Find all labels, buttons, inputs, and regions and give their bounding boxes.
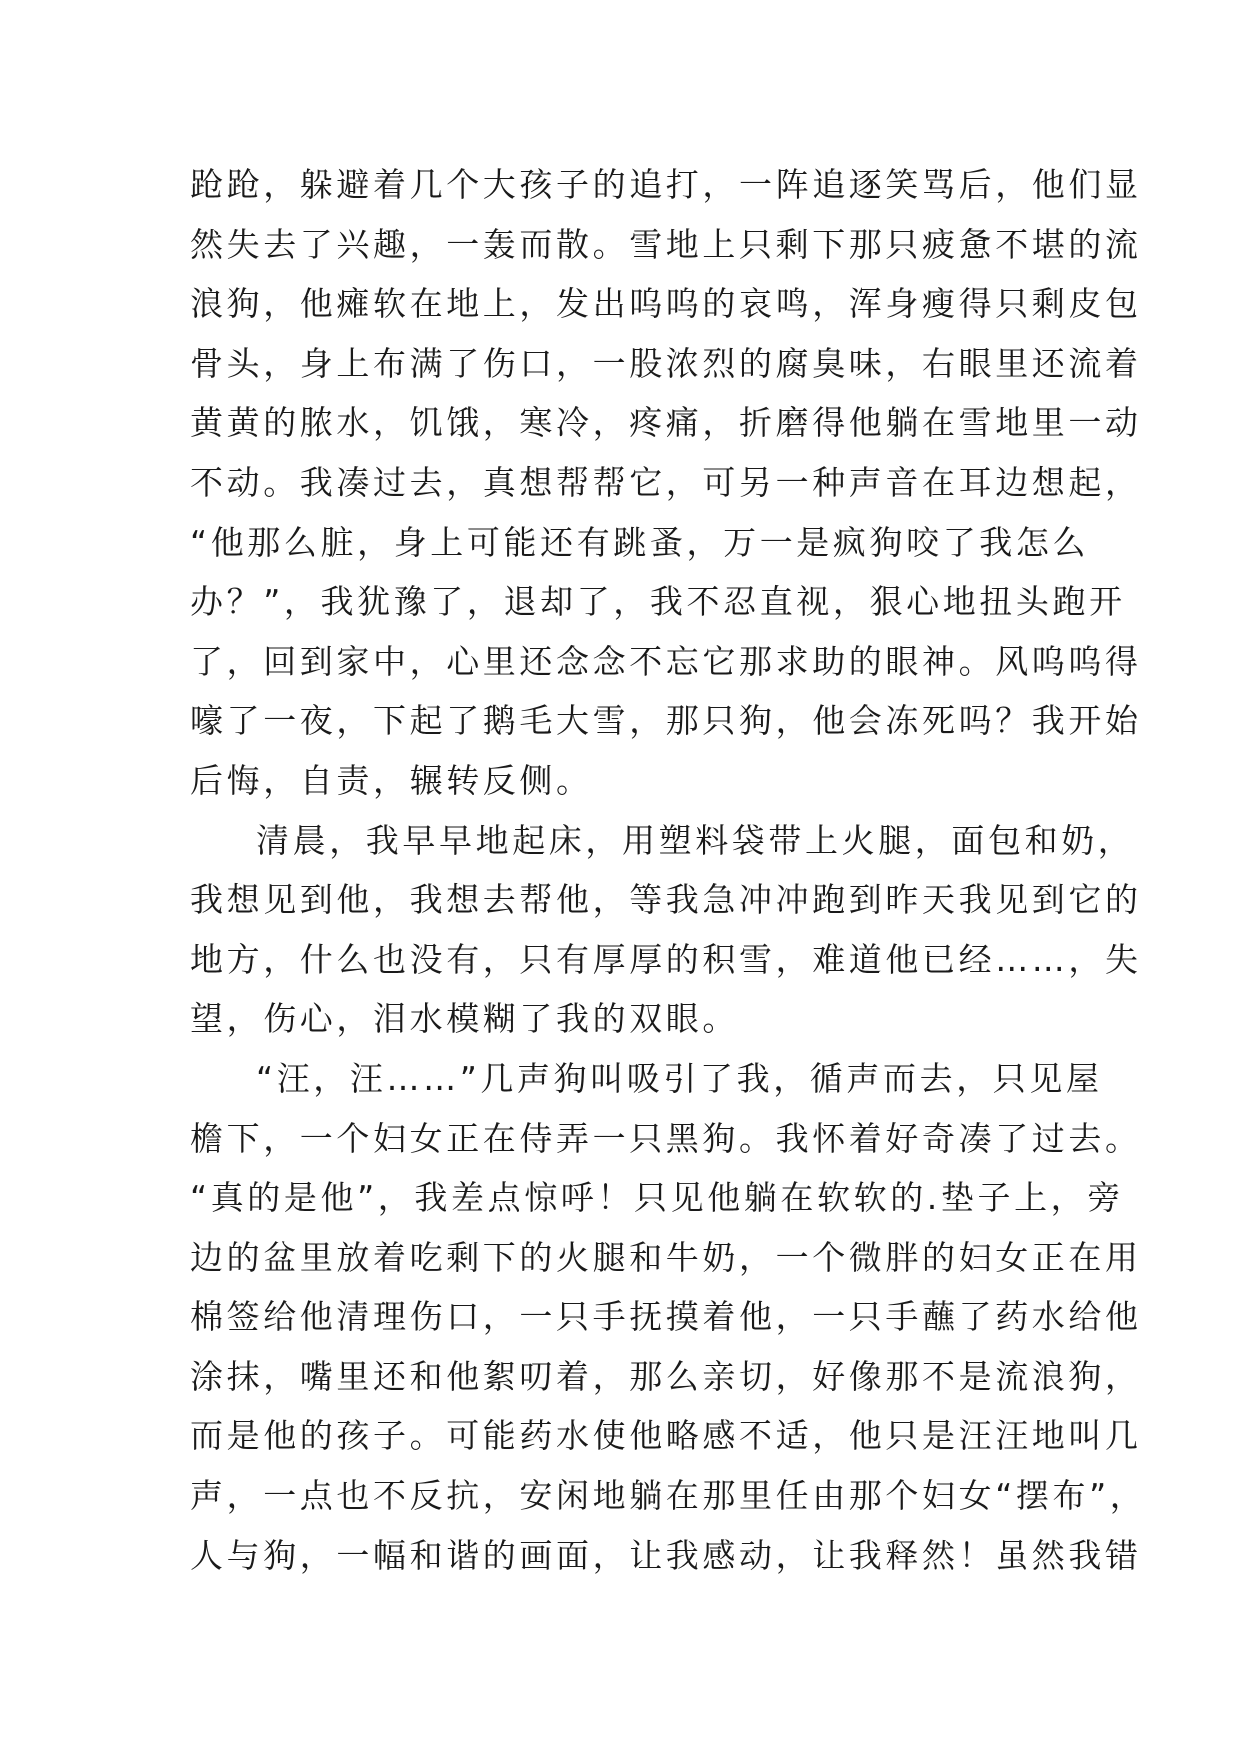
text-line: 后悔，自责，辗转反侧。 <box>190 760 593 800</box>
text-line: 涂抹，嘴里还和他絮叨着，那么亲切，好像那不是流浪狗， <box>190 1356 1142 1396</box>
body-text <box>190 155 1147 1585</box>
text-line: 嚎了一夜，下起了鹅毛大雪，那只狗，他会冻死吗？我开始 <box>190 701 1142 741</box>
text-line: 而是他的孩子。可能药水使他略感不适，他只是汪汪地叫几 <box>190 1416 1142 1456</box>
text-line: 了，回到家中，心里还念念不忘它那求助的眼神。风呜呜得 <box>190 641 1142 681</box>
text-line: 然失去了兴趣，一轰而散。雪地上只剩下那只疲惫不堪的流 <box>190 224 1142 264</box>
text-line: 浪狗，他瘫软在地上，发出呜呜的哀鸣，浑身瘦得只剩皮包 <box>190 284 1142 324</box>
text-line: 棉签给他清理伤口，一只手抚摸着他，一只手蘸了药水给他 <box>190 1297 1142 1337</box>
text-line: 望，伤心，泪水模糊了我的双眼。 <box>190 999 739 1039</box>
text-line: “他那么脏，身上可能还有跳蚤，万一是疯狗咬了我怎么 <box>190 522 1090 562</box>
text-line: 黄黄的脓水，饥饿，寒冷，疼痛，折磨得他躺在雪地里一动 <box>190 403 1142 443</box>
text-line: 办？”，我犹豫了，退却了，我不忍直视，狠心地扭头跑开 <box>190 582 1126 622</box>
text-line: 我想见到他，我想去帮他，等我急冲冲跑到昨天我见到它的 <box>190 880 1142 920</box>
paragraph-start-line: “汪，汪……”几声狗叫吸引了我，循声而去，只见屋 <box>256 1058 1103 1098</box>
text-line: 地方，什么也没有，只有厚厚的积雪，难道他已经……，失 <box>190 939 1142 979</box>
text-line: 骨头，身上布满了伤口，一股浓烈的腐臭味，右眼里还流着 <box>190 343 1142 383</box>
paragraph-start-line: 清晨，我早早地起床，用塑料袋带上火腿，面包和奶， <box>256 820 1135 860</box>
text-line: 声，一点也不反抗，安闲地躺在那里任由那个妇女“摆布”， <box>190 1476 1147 1516</box>
text-line: 不动。我凑过去，真想帮帮它，可另一种声音在耳边想起， <box>190 462 1142 502</box>
text-line: “真的是他”，我差点惊呼！只见他躺在软软的.垫子上，旁 <box>190 1178 1124 1218</box>
text-line: 边的盆里放着吃剩下的火腿和牛奶，一个微胖的妇女正在用 <box>190 1237 1142 1277</box>
text-line: 跄跄，躲避着几个大孩子的追打，一阵追逐笑骂后，他们显 <box>190 165 1142 204</box>
text-line: 人与狗，一幅和谐的画面，让我感动，让我释然！虽然我错 <box>190 1535 1142 1575</box>
text-line: 檐下，一个妇女正在侍弄一只黑狗。我怀着好奇凑了过去。 <box>190 1118 1142 1158</box>
